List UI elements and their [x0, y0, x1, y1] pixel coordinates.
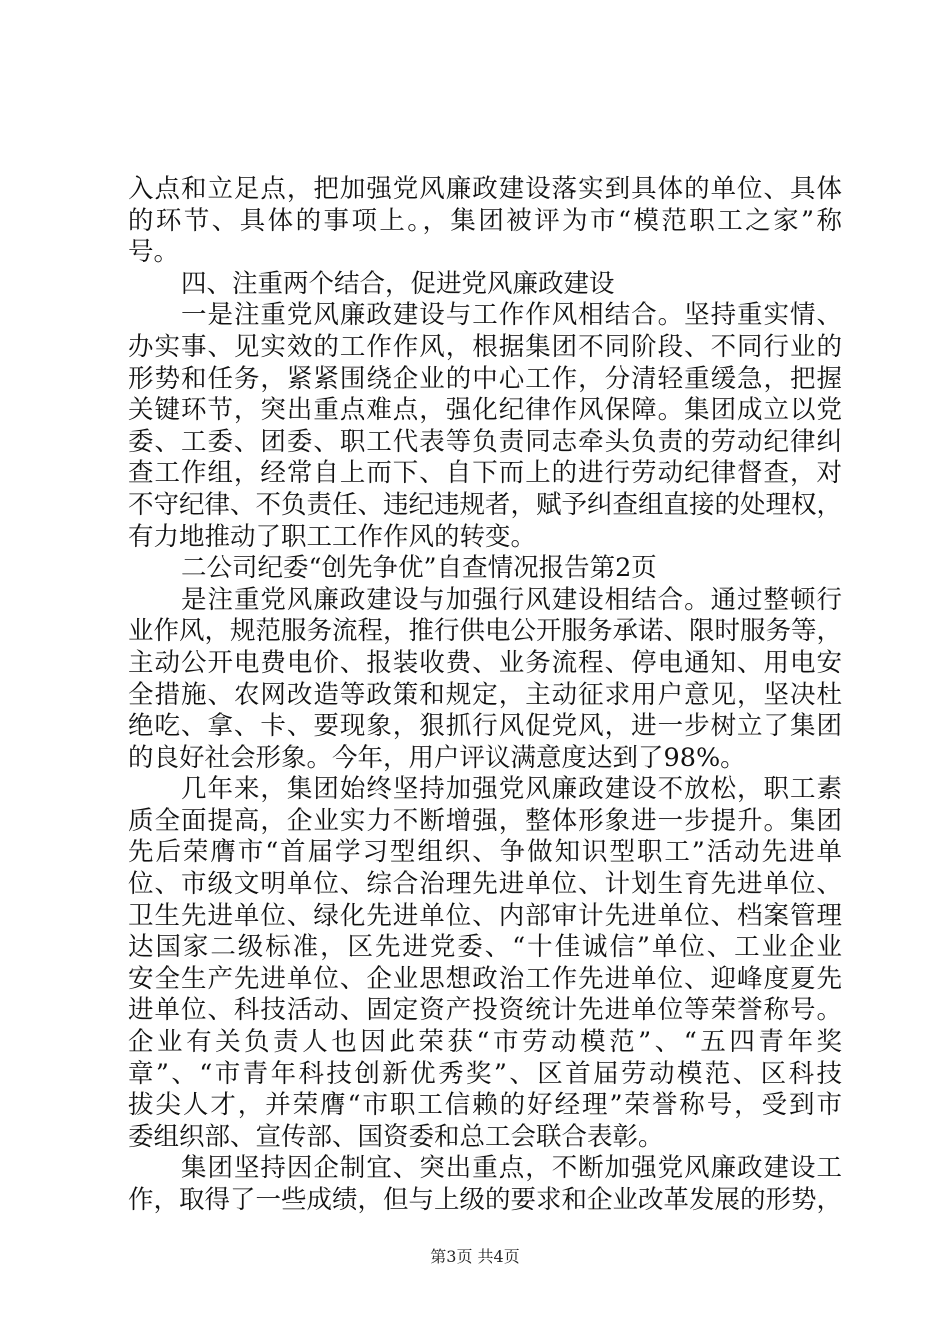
- text-line: 几年来，集团始终坚持加强党风廉政建设不放松，职工素: [181, 774, 842, 805]
- text-line: 达国家二级标准，区先进党委、“十佳诚信”单位、工业企业: [128, 932, 842, 963]
- text-line: 全措施、农网改造等政策和规定，主动征求用户意见，坚决杜: [128, 679, 842, 710]
- text-line: 卫生先进单位、绿化先进单位、内部审计先进单位、档案管理: [128, 900, 842, 931]
- text-line: 业作风，规范服务流程，推行供电公开服务承诺、限时服务等，: [128, 616, 843, 647]
- document-body: [128, 174, 842, 1217]
- text-line: 四、注重两个结合，促进党风廉政建设: [181, 268, 615, 299]
- text-line: 入点和立足点，把加强党风廉政建设落实到具体的单位、具体: [128, 174, 842, 204]
- text-line: 有力地推动了职工工作作风的转变。: [128, 521, 537, 552]
- text-line: 拔尖人才，并荣膺“市职工信赖的好经理”荣誉称号，受到市: [128, 1090, 842, 1121]
- text-line: 关键环节，突出重点难点，强化纪律作风保障。集团成立以党: [128, 395, 842, 426]
- text-line: 进单位、科技活动、固定资产投资统计先进单位等荣誉称号。: [128, 995, 842, 1026]
- text-line: 集团坚持因企制宜、突出重点，不断加强党风廉政建设工: [181, 1153, 842, 1184]
- text-line: 是注重党风廉政建设与加强行风建设相结合。通过整顿行: [181, 584, 842, 615]
- text-line: 一是注重党风廉政建设与工作作风相结合。坚持重实情、: [181, 300, 842, 331]
- text-line: 不守纪律、不负责任、违纪违规者，赋予纠查组直接的处理权，: [128, 489, 843, 520]
- text-line: 质全面提高，企业实力不断增强，整体形象进一步提升。集团: [128, 805, 842, 836]
- text-line: 号。: [128, 237, 180, 268]
- text-line: 查工作组，经常自上而下、自下而上的进行劳动纪律督查，对: [128, 458, 842, 489]
- text-line: 办实事、见实效的工作作风，根据集团不同阶段、不同行业的: [128, 331, 842, 362]
- text-line: 先后荣膺市“首届学习型组织、争做知识型职工”活动先进单: [128, 837, 842, 868]
- text-line: 委组织部、宣传部、国资委和总工会联合表彰。: [128, 1121, 664, 1152]
- text-line: 形势和任务，紧紧围绕企业的中心工作，分清轻重缓急，把握: [128, 363, 842, 394]
- page-footer: 第3页 共4页: [430, 1247, 520, 1266]
- text-line: 的良好社会形象。今年，用户评议满意度达到了98%。: [128, 742, 746, 773]
- text-line: 绝吃、拿、卡、要现象，狠抓行风促党风，进一步树立了集团: [128, 711, 842, 742]
- text-line: 的环节、具体的事项上。，集团被评为市“模范职工之家”称: [128, 205, 842, 236]
- text-line: 企业有关负责人也因此荣获“市劳动模范”、“五四青年奖: [128, 1027, 842, 1058]
- text-line: 章”、“市青年科技创新优秀奖”、区首届劳动模范、区科技: [128, 1058, 842, 1089]
- text-line: 二公司纪委“创先争优”自查情况报告第2页: [181, 553, 657, 584]
- text-line: 安全生产先进单位、企业思想政治工作先进单位、迎峰度夏先: [128, 963, 842, 994]
- text-line: 主动公开电费电价、报装收费、业务流程、停电通知、用电安: [128, 647, 842, 678]
- text-line: 位、市级文明单位、综合治理先进单位、计划生育先进单位、: [128, 869, 842, 900]
- text-line: 委、工委、团委、职工代表等负责同志牵头负责的劳动纪律纠: [128, 426, 842, 457]
- text-line: 作，取得了一些成绩，但与上级的要求和企业改革发展的形势，: [128, 1185, 843, 1215]
